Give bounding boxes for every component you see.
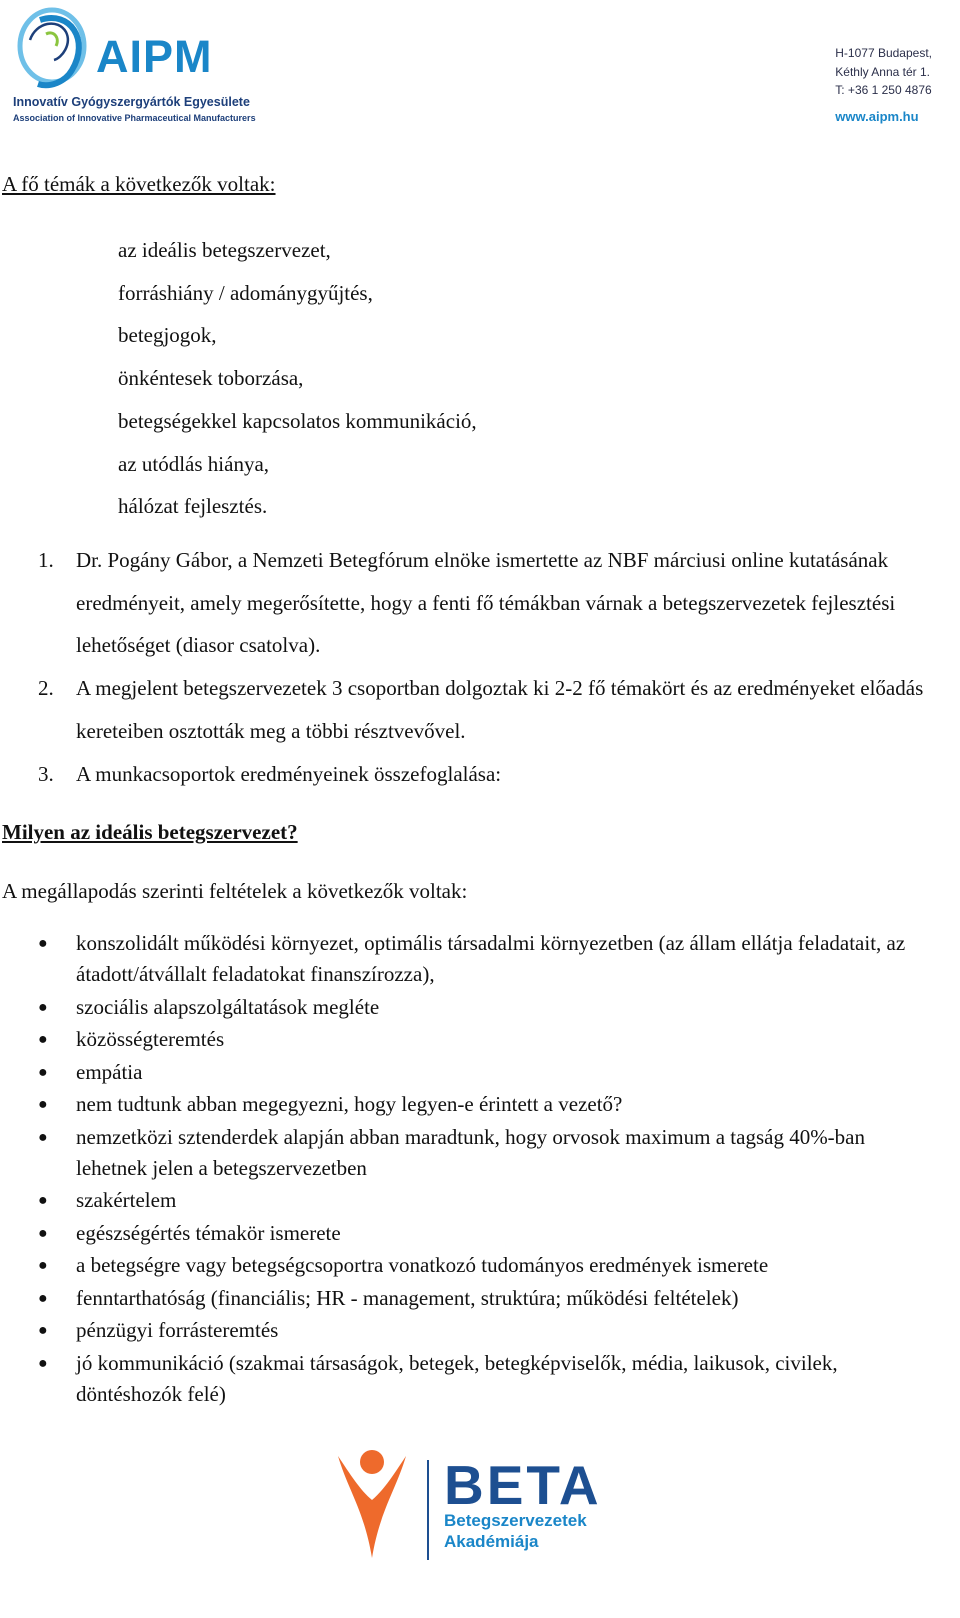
bullet-text: a betegségre vagy betegségcsoportra vonatkozó tudományos eredmények ismerete	[76, 1253, 769, 1277]
bullet-icon: ●	[38, 1031, 48, 1048]
bullet-icon: ●	[38, 1192, 48, 1209]
bullet-text: egészségértés témakör ismerete	[76, 1220, 341, 1245]
bullet-item	[0, 1218, 930, 1249]
bullet-item	[0, 992, 930, 1023]
bullet-text: empátia	[76, 1059, 143, 1084]
bullet-icon: ●	[38, 998, 48, 1016]
address-line-1: H-1077 Budapest,	[835, 46, 932, 60]
item-text: A megjelent betegszervezetek 3 csoportban dolgoztak ki 2-2 fő témakört és az eredményeket előadás kereteiben osztották meg a többi résztvevővel.	[76, 676, 924, 743]
section-subheading: Milyen az ideális betegszervezet?	[2, 820, 298, 844]
bullet-text: konszolidált működési környezet, optimális társadalmi környezetben (az állam ellátja feladatait, az átadott/átvállalt feladatokat finanszírozza),	[76, 931, 906, 986]
bullet-text: szociális alapszolgáltatások megléte	[76, 994, 380, 1019]
phone: T: +36 1 250 4876	[835, 83, 932, 97]
bullet-list	[0, 928, 930, 1411]
aipm-brand: AIPM	[96, 31, 213, 82]
numbered-list	[0, 539, 930, 795]
bullet-icon: ●	[38, 1257, 48, 1274]
bullet-item	[0, 1122, 930, 1184]
org-name-hu: Innovatív Gyógyszergyártók Egyesülete	[13, 95, 250, 109]
numbered-item	[0, 753, 930, 796]
bullet-icon: ●	[38, 1063, 48, 1081]
topic-item: betegjogok,	[118, 323, 217, 348]
bullet-item	[0, 1250, 930, 1281]
item-number: 1.	[38, 548, 54, 572]
bullet-item	[0, 1185, 930, 1216]
bullet-item	[0, 1283, 930, 1314]
org-name-en: Association of Innovative Pharmaceutical Manufacturers	[13, 113, 256, 123]
bullet-item	[0, 1089, 930, 1120]
bullet-icon: ●	[38, 1289, 48, 1307]
bullet-icon: ●	[38, 1354, 48, 1372]
item-number: 2.	[38, 676, 54, 701]
bullet-item	[0, 928, 930, 990]
bullet-text: fenntarthatóság (financiális; HR - management, struktúra; működési feltételek)	[76, 1285, 739, 1310]
bullet-item	[0, 1024, 930, 1055]
bullet-text: nemzetközi sztenderdek alapján abban maradtunk, hogy orvosok maximum a tagság 40%-ban lehetnek jelen a betegszervezetben	[76, 1124, 865, 1180]
bullet-text: közösségteremtés	[76, 1027, 225, 1051]
topic-item: önkéntesek toborzása,	[118, 366, 304, 391]
topics-list	[118, 229, 477, 528]
bullet-text: jó kommunikáció (szakmai társaságok, betegek, betegképviselők, média, laikusok, civilek, döntéshozók felé)	[76, 1350, 838, 1406]
item-number: 3.	[38, 761, 54, 786]
topic-item: forráshiány / adománygyűjtés,	[118, 280, 373, 305]
topic-item: az utódlás hiánya,	[118, 451, 270, 476]
bullet-icon: ●	[38, 1224, 48, 1242]
bullet-item	[0, 1315, 930, 1346]
beta-subtitle	[444, 1510, 587, 1552]
main-heading: A fő témák a következők voltak:	[2, 172, 276, 196]
website-link[interactable]: www.aipm.hu	[835, 108, 919, 124]
numbered-item	[0, 539, 930, 667]
item-text: Dr. Pogány Gábor, a Nemzeti Betegfórum elnöke ismertette az NBF márciusi online kutatásának eredményeit, amely megerősítette, hogy a fenti fő témákban várnak a betegszervezetek fejlesztési lehetőséget (diasor csatolva).	[76, 548, 896, 658]
bullet-icon: ●	[38, 1096, 48, 1113]
beta-brand: BETA	[444, 1454, 602, 1516]
numbered-item	[0, 667, 930, 752]
topic-item: betegségekkel kapcsolatos kommunikáció,	[118, 408, 477, 433]
bullet-text: pénzügyi forrásteremtés	[76, 1318, 279, 1342]
bullet-text: nem tudtunk abban megegyezni, hogy legyen-e érintett a vezető?	[76, 1092, 623, 1116]
bullet-item	[0, 1057, 930, 1088]
bullet-icon: ●	[38, 1322, 48, 1339]
beta-subtitle-line-2: Akadémiája	[444, 1532, 539, 1551]
bullet-icon: ●	[38, 1128, 48, 1146]
intro-text: A megállapodás szerinti feltételek a következők voltak:	[2, 879, 468, 903]
address-line-2: Kéthly Anna tér 1.	[835, 64, 930, 79]
topic-item: hálózat fejlesztés.	[118, 494, 268, 519]
topic-item: az ideális betegszervezet,	[118, 238, 331, 262]
bullet-item	[0, 1348, 930, 1410]
bullet-text: szakértelem	[76, 1188, 177, 1212]
contact-block	[835, 44, 932, 126]
beta-subtitle-line-1: Betegszervezetek	[444, 1511, 587, 1530]
bullet-icon: ●	[38, 935, 48, 952]
item-text: A munkacsoportok eredményeinek összefoglalása:	[76, 761, 502, 786]
